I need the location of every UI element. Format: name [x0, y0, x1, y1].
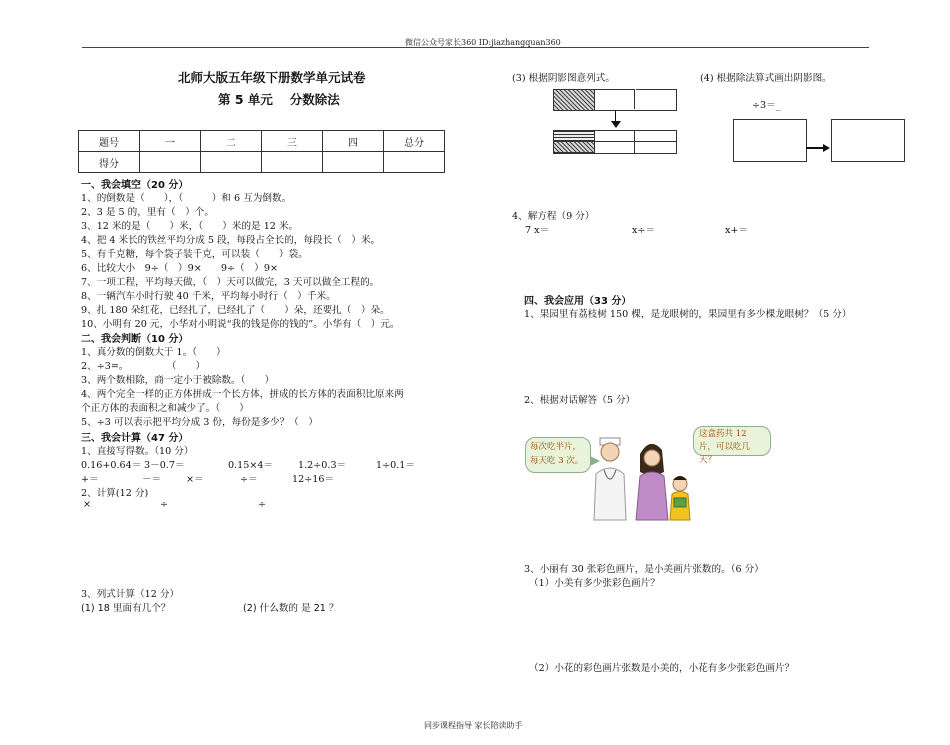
calc-item: ×＝ [186, 474, 204, 485]
word-problem: 3、小丽有 30 张彩色画片，是小美画片张数的。（6 分） [524, 564, 764, 575]
division-expression: ÷3＝_ [752, 100, 781, 111]
calc-item: 1÷0.1＝ [376, 460, 415, 471]
question-label: (4) 根据除法算式画出阴影图。 [700, 73, 832, 84]
score-table [78, 130, 445, 173]
score-table-cell: 题号 [79, 131, 140, 152]
section4-heading: 四、我会应用（33 分） [524, 296, 632, 307]
question-label: (3) 根据阴影图意列式。 [512, 73, 615, 84]
arrow-shaft [806, 147, 824, 149]
question-line: 个正方体的表面积之和减少了。（ ） [81, 403, 249, 414]
equation: 7 x＝ [525, 225, 550, 236]
drawing-box-right[interactable] [831, 119, 905, 162]
calc-item: 12÷16＝ [292, 474, 335, 485]
arrow-right-icon [823, 144, 830, 152]
diagram-shaded-part [553, 141, 595, 153]
score-table-cell: 二 [201, 131, 262, 152]
score-table-cell: 得分 [79, 152, 140, 173]
page-subtitle: 第 5 单元 分数除法 [218, 92, 340, 107]
calc-item: －＝ [142, 474, 162, 485]
score-input-cell[interactable] [262, 152, 323, 173]
subquestion-label: 1、直接写得数。（10 分） [81, 446, 194, 457]
question-line: 6、比较大小 9÷（ ）9× 9÷（ ）9× [81, 263, 278, 274]
question-line: 9、扎 180 朵红花，已经扎了，已经扎了（ ）朵，还要扎（ ）朵。 [81, 305, 390, 316]
page-footer: 同步课程指导 家长陪读助手 [424, 721, 523, 730]
score-table-cell: 总分 [384, 131, 445, 152]
section1-heading: 一、我会填空（20 分） [81, 180, 189, 191]
calc-item: +＝ [81, 474, 99, 485]
score-input-cell[interactable] [384, 152, 445, 173]
question-line: 3、两个数相除，商一定小于被除数。（ ） [81, 375, 275, 386]
calc-item: ÷＝ [240, 474, 258, 485]
drawing-box-left[interactable] [733, 119, 807, 162]
score-table-cell: 三 [262, 131, 323, 152]
equation: x+＝ [725, 225, 749, 236]
doctor-mother-child-icon [590, 424, 715, 524]
calc-item: ÷ [160, 499, 169, 510]
speech-bubble-left: 每次吃半片，每天吃 3 次。 [525, 437, 591, 473]
diagram-shaded-part [553, 89, 595, 111]
diagram-divider [634, 130, 635, 153]
diagram-divider [634, 89, 636, 109]
calc-item: 0.16+0.64＝ [81, 460, 142, 471]
score-input-cell[interactable] [323, 152, 384, 173]
question-line: 1、真分数的倒数大于 1。（ ） [81, 347, 226, 358]
word-problem: 1、果园里有荔枝树 150 棵，是龙眼树的，果园里有多少棵龙眼树？（5 分） [524, 309, 852, 320]
section2-heading: 二、我会判断（10 分） [81, 334, 189, 345]
word-problem-part: （2）小花的彩色画片张数是小美的，小花有多少张彩色画片？ [529, 663, 795, 674]
question-line: 2、÷3=。 （ ） [81, 361, 206, 372]
question-line: 7、一项工程，平均每天做，（ ）天可以做完，3 天可以做全工程的。 [81, 277, 380, 288]
question-line: 1、的倒数是（ ），（ ）和 6 互为倒数。 [81, 193, 292, 204]
word-problem-part: （1）小美有多少张彩色画片？ [529, 578, 660, 589]
page-title: 北师大版五年级下册数学单元试卷 [178, 70, 366, 85]
question-line: 3、12 米的是（ ）米，（ ）米的是 12 米。 [81, 221, 299, 232]
equation: x÷＝ [632, 225, 656, 236]
diagram-divider [594, 130, 595, 153]
subquestion-label: 2、计算(12 分) [81, 488, 149, 499]
word-problem: (1) 18 里面有几个？ [81, 603, 171, 614]
section3-heading: 三、我会计算（47 分） [81, 433, 189, 444]
question-line: 2、3 是 5 的，里有（ ）个。 [81, 207, 214, 218]
header-watermark: 微信公众号家长360 ID:jiazhangquan360 [405, 38, 561, 47]
question-line: 5、÷3 可以表示把平均分成 3 份，每份是多少？（ ） [81, 417, 318, 428]
question-line: 5、有千克糖，每个袋子装千克，可以装（ ）袋。 [81, 249, 308, 260]
calc-item: ÷ [258, 499, 267, 510]
question-line: 4、把 4 米长的铁丝平均分成 5 段，每段占全长的，每段长（ ）米。 [81, 235, 381, 246]
question-line: 4、两个完全一样的正方体拼成一个长方体，拼成的长方体的表面积比原来两 [81, 389, 404, 400]
score-table-cell: 一 [140, 131, 201, 152]
score-table-score-row [79, 152, 445, 173]
calc-item: 0.15×4＝ [228, 460, 274, 471]
score-table-header-row [79, 131, 445, 152]
score-table-cell: 四 [323, 131, 384, 152]
question-line: 10、小明有 20 元，小华对小明说“我的钱是你的钱的”。小华有（ ）元。 [81, 319, 400, 330]
diagram-divider [553, 141, 676, 142]
speech-bubble-right: 这盒药共 12 片，可以吃几天？ [693, 426, 771, 456]
calc-item: × [83, 499, 92, 510]
arrow-down-icon [611, 121, 621, 128]
word-problem: (2) 什么数的 是 21 ？ [243, 603, 339, 614]
word-problem: 2、根据对话解答（5 分） [524, 395, 636, 406]
calc-item: 3－0.7＝ [144, 460, 185, 471]
header-rule [82, 47, 869, 48]
subquestion-label: 3、列式计算（12 分） [81, 589, 180, 600]
score-input-cell[interactable] [201, 152, 262, 173]
section-label: 4、解方程（9 分） [512, 211, 595, 222]
calc-item: 1.2÷0.3＝ [298, 460, 347, 471]
score-input-cell[interactable] [140, 152, 201, 173]
question-line: 8、一辆汽车小时行驶 40 千米，平均每小时行（ ）千米。 [81, 291, 336, 302]
